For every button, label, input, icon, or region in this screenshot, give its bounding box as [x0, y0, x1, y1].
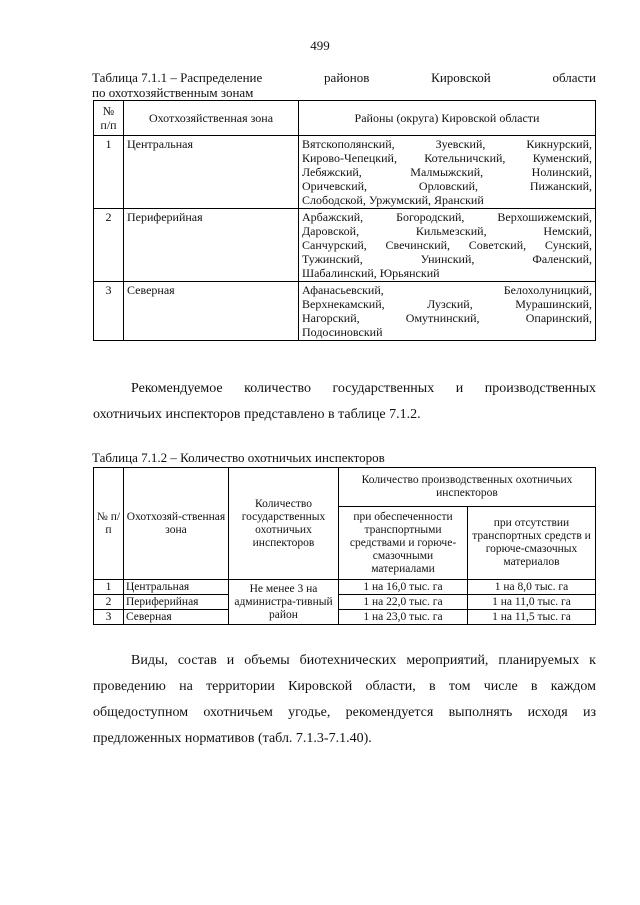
district-line: Оричевский, Орловский, Пижанский, — [302, 179, 592, 193]
row-zone: Северная — [124, 610, 229, 625]
inspectors-table — [93, 467, 596, 625]
table1-caption-line2: по охотхозяйственным зонам — [92, 85, 254, 100]
table1-caption-part: области — [552, 70, 596, 85]
district-line: Арбажский, Богородский, Верхошижемский, — [302, 210, 592, 224]
row-districts — [299, 282, 596, 341]
row-without-transport: 1 на 11,0 тыс. га — [468, 595, 596, 610]
row-districts — [299, 136, 596, 209]
district-line: Подосиновский — [302, 325, 383, 339]
district-line: Шабалинский, Юрьянский — [302, 266, 440, 280]
row-num: 2 — [94, 595, 124, 610]
table-row — [94, 136, 596, 209]
row-districts — [299, 209, 596, 282]
row-without-transport: 1 на 8,0 тыс. га — [468, 580, 596, 595]
header-without-transport: при отсутствии транспортных средств и горюче-смазочных материалов — [468, 507, 596, 580]
row-num: 1 — [94, 136, 124, 209]
district-line: Даровской, Кильмезский, Немский, — [302, 224, 592, 238]
row-num: 1 — [94, 580, 124, 595]
district-line: Нагорский, Омутнинский, Опаринский, — [302, 311, 592, 325]
table-row — [94, 610, 596, 625]
district-line: Санчурский, Свечинский, Советский, Сунский, — [302, 238, 592, 252]
table-row — [94, 282, 596, 341]
state-inspectors-value: Не менее 3 на администра-тивный район — [229, 580, 339, 625]
header-districts: Районы (округа) Кировской области — [299, 101, 596, 136]
row-with-transport: 1 на 23,0 тыс. га — [339, 610, 468, 625]
table-row — [94, 595, 596, 610]
table1-caption — [92, 70, 596, 100]
header-prod-inspectors: Количество производственных охотничьих инспекторов — [339, 468, 596, 507]
district-line: Тужинский, Унинский, Фаленский, — [302, 252, 592, 266]
page-number: 499 — [310, 38, 330, 53]
row-without-transport: 1 на 11,5 тыс. га — [468, 610, 596, 625]
district-line: Слободской, Уржумский, Яранский — [302, 193, 484, 207]
row-num: 3 — [94, 282, 124, 341]
table-header-row — [94, 468, 596, 507]
district-line: Верхнекамский, Лузский, Мурашинский, — [302, 297, 592, 311]
row-zone: Центральная — [124, 580, 229, 595]
paragraph-biotech: Виды, состав и объемы биотехнических мероприятий, планируемых к проведению на территории Кировской области, в том числе в каждом общедоступном охотничьем угодье, рекомендуется выполнять исходя из предложенных нормативов (табл. 7.1.3-7.1.40). — [93, 653, 596, 746]
row-zone: Центральная — [124, 136, 299, 209]
header-state-inspectors: Количество государственных охотничьих инспекторов — [229, 468, 339, 580]
table1-caption-part: Таблица 7.1.1 – Распределение — [92, 70, 263, 85]
zones-table — [93, 100, 596, 341]
row-with-transport: 1 на 22,0 тыс. га — [339, 595, 468, 610]
table1-caption-part: районов — [324, 70, 370, 85]
row-with-transport: 1 на 16,0 тыс. га — [339, 580, 468, 595]
table-row — [94, 209, 596, 282]
table2-caption: Таблица 7.1.2 – Количество охотничьих инспекторов — [92, 450, 385, 465]
header-zone: Охотхозяйственная зона — [124, 101, 299, 136]
header-num: № п/п — [94, 468, 124, 580]
district-line: Кирово-Чепецкий, Котельничский, Куменский, — [302, 151, 592, 165]
table1-caption-part: Кировской — [431, 70, 491, 85]
row-zone: Периферийная — [124, 209, 299, 282]
district-line: Афанасьевский, Белохолуницкий, — [302, 283, 592, 297]
table-header-row — [94, 101, 596, 136]
district-line: Лебяжский, Малмыжский, Нолинский, — [302, 165, 592, 179]
header-with-transport: при обеспеченности транспортными средствами и горюче-смазочными материалами — [339, 507, 468, 580]
row-num: 3 — [94, 610, 124, 625]
row-zone: Северная — [124, 282, 299, 341]
row-num: 2 — [94, 209, 124, 282]
header-num: № п/п — [94, 101, 124, 136]
table-row — [94, 580, 596, 595]
header-zone: Охотхозяй-ственная зона — [124, 468, 229, 580]
district-line: Вятскополянский, Зуевский, Кикнурский, — [302, 137, 592, 151]
paragraph-inspectors: Рекомендуемое количество государственных и производственных охотничьих инспекторов представлено в таблице 7.1.2. — [93, 381, 596, 422]
row-zone: Периферийная — [124, 595, 229, 610]
